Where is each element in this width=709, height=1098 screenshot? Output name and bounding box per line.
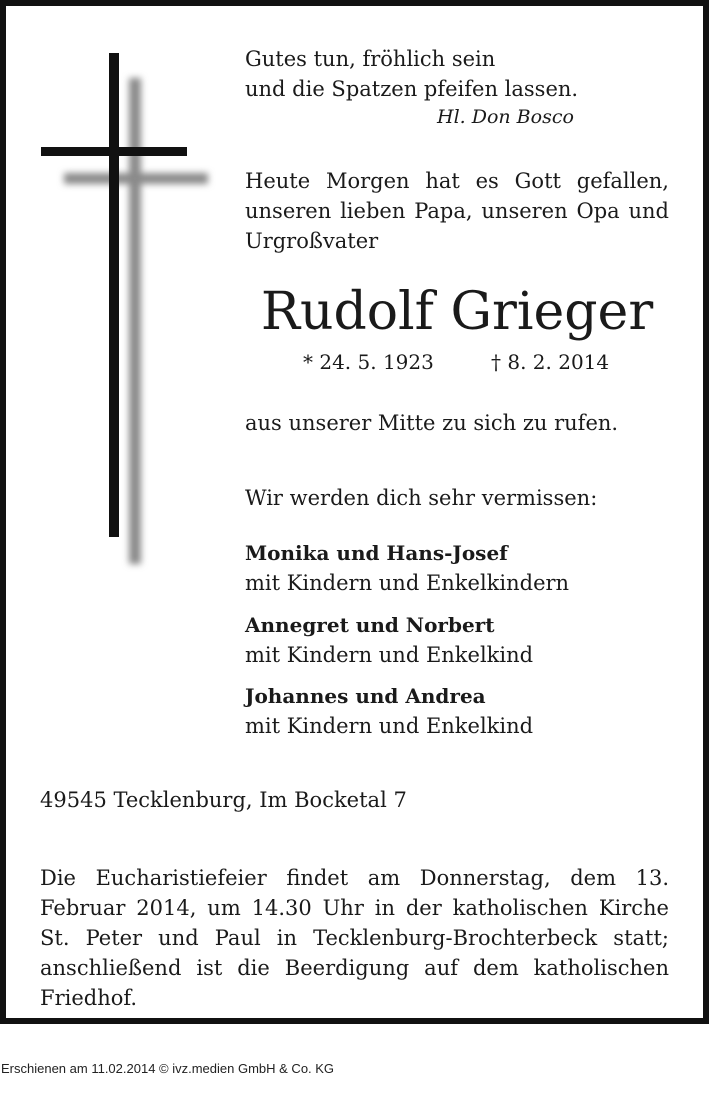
- family-entry: [245, 681, 533, 741]
- publication-footer: Erschienen am 11.02.2014 © ivz.medien GmbH & Co. KG: [1, 1061, 335, 1076]
- service-text: Die Eucharistiefeier findet am Donnerstag, dem 13. Februar 2014, um 14.30 Uhr in der katholischen Kirche St. Peter und Paul in Tecklenburg-Brochterbeck statt; anschließend ist die Beerdigung auf dem katholischen Friedhof.: [40, 866, 669, 1010]
- family-names: Monika und Hans-Josef: [245, 541, 508, 565]
- address: 49545 Tecklenburg, Im Bocketal 7: [40, 788, 407, 812]
- family-entry: [245, 538, 569, 598]
- motto-line: Gutes tun, fröhlich sein: [245, 47, 496, 71]
- motto-author: Hl. Don Bosco: [437, 106, 574, 128]
- family-names: Annegret und Norbert: [245, 613, 495, 637]
- family-sub: mit Kindern und Enkelkind: [245, 643, 534, 667]
- intro-text: Heute Morgen hat es Gott gefallen, unseren lieben Papa, unseren Opa und Urgroßvater: [245, 169, 669, 253]
- motto: [245, 44, 578, 104]
- death-date: † 8. 2. 2014: [491, 350, 610, 374]
- family-sub: mit Kindern und Enkelkindern: [245, 571, 570, 595]
- motto-line: und die Spatzen pfeifen lassen.: [245, 77, 579, 101]
- birth-date: * 24. 5. 1923: [303, 350, 434, 374]
- family-names: Johannes und Andrea: [245, 684, 486, 708]
- family-entry: [245, 610, 533, 670]
- call-text: aus unserer Mitte zu sich zu rufen.: [245, 411, 619, 435]
- deceased-name: Rudolf Grieger: [260, 282, 654, 342]
- family-sub: mit Kindern und Enkelkind: [245, 714, 534, 738]
- miss-text: Wir werden dich sehr vermissen:: [245, 486, 598, 510]
